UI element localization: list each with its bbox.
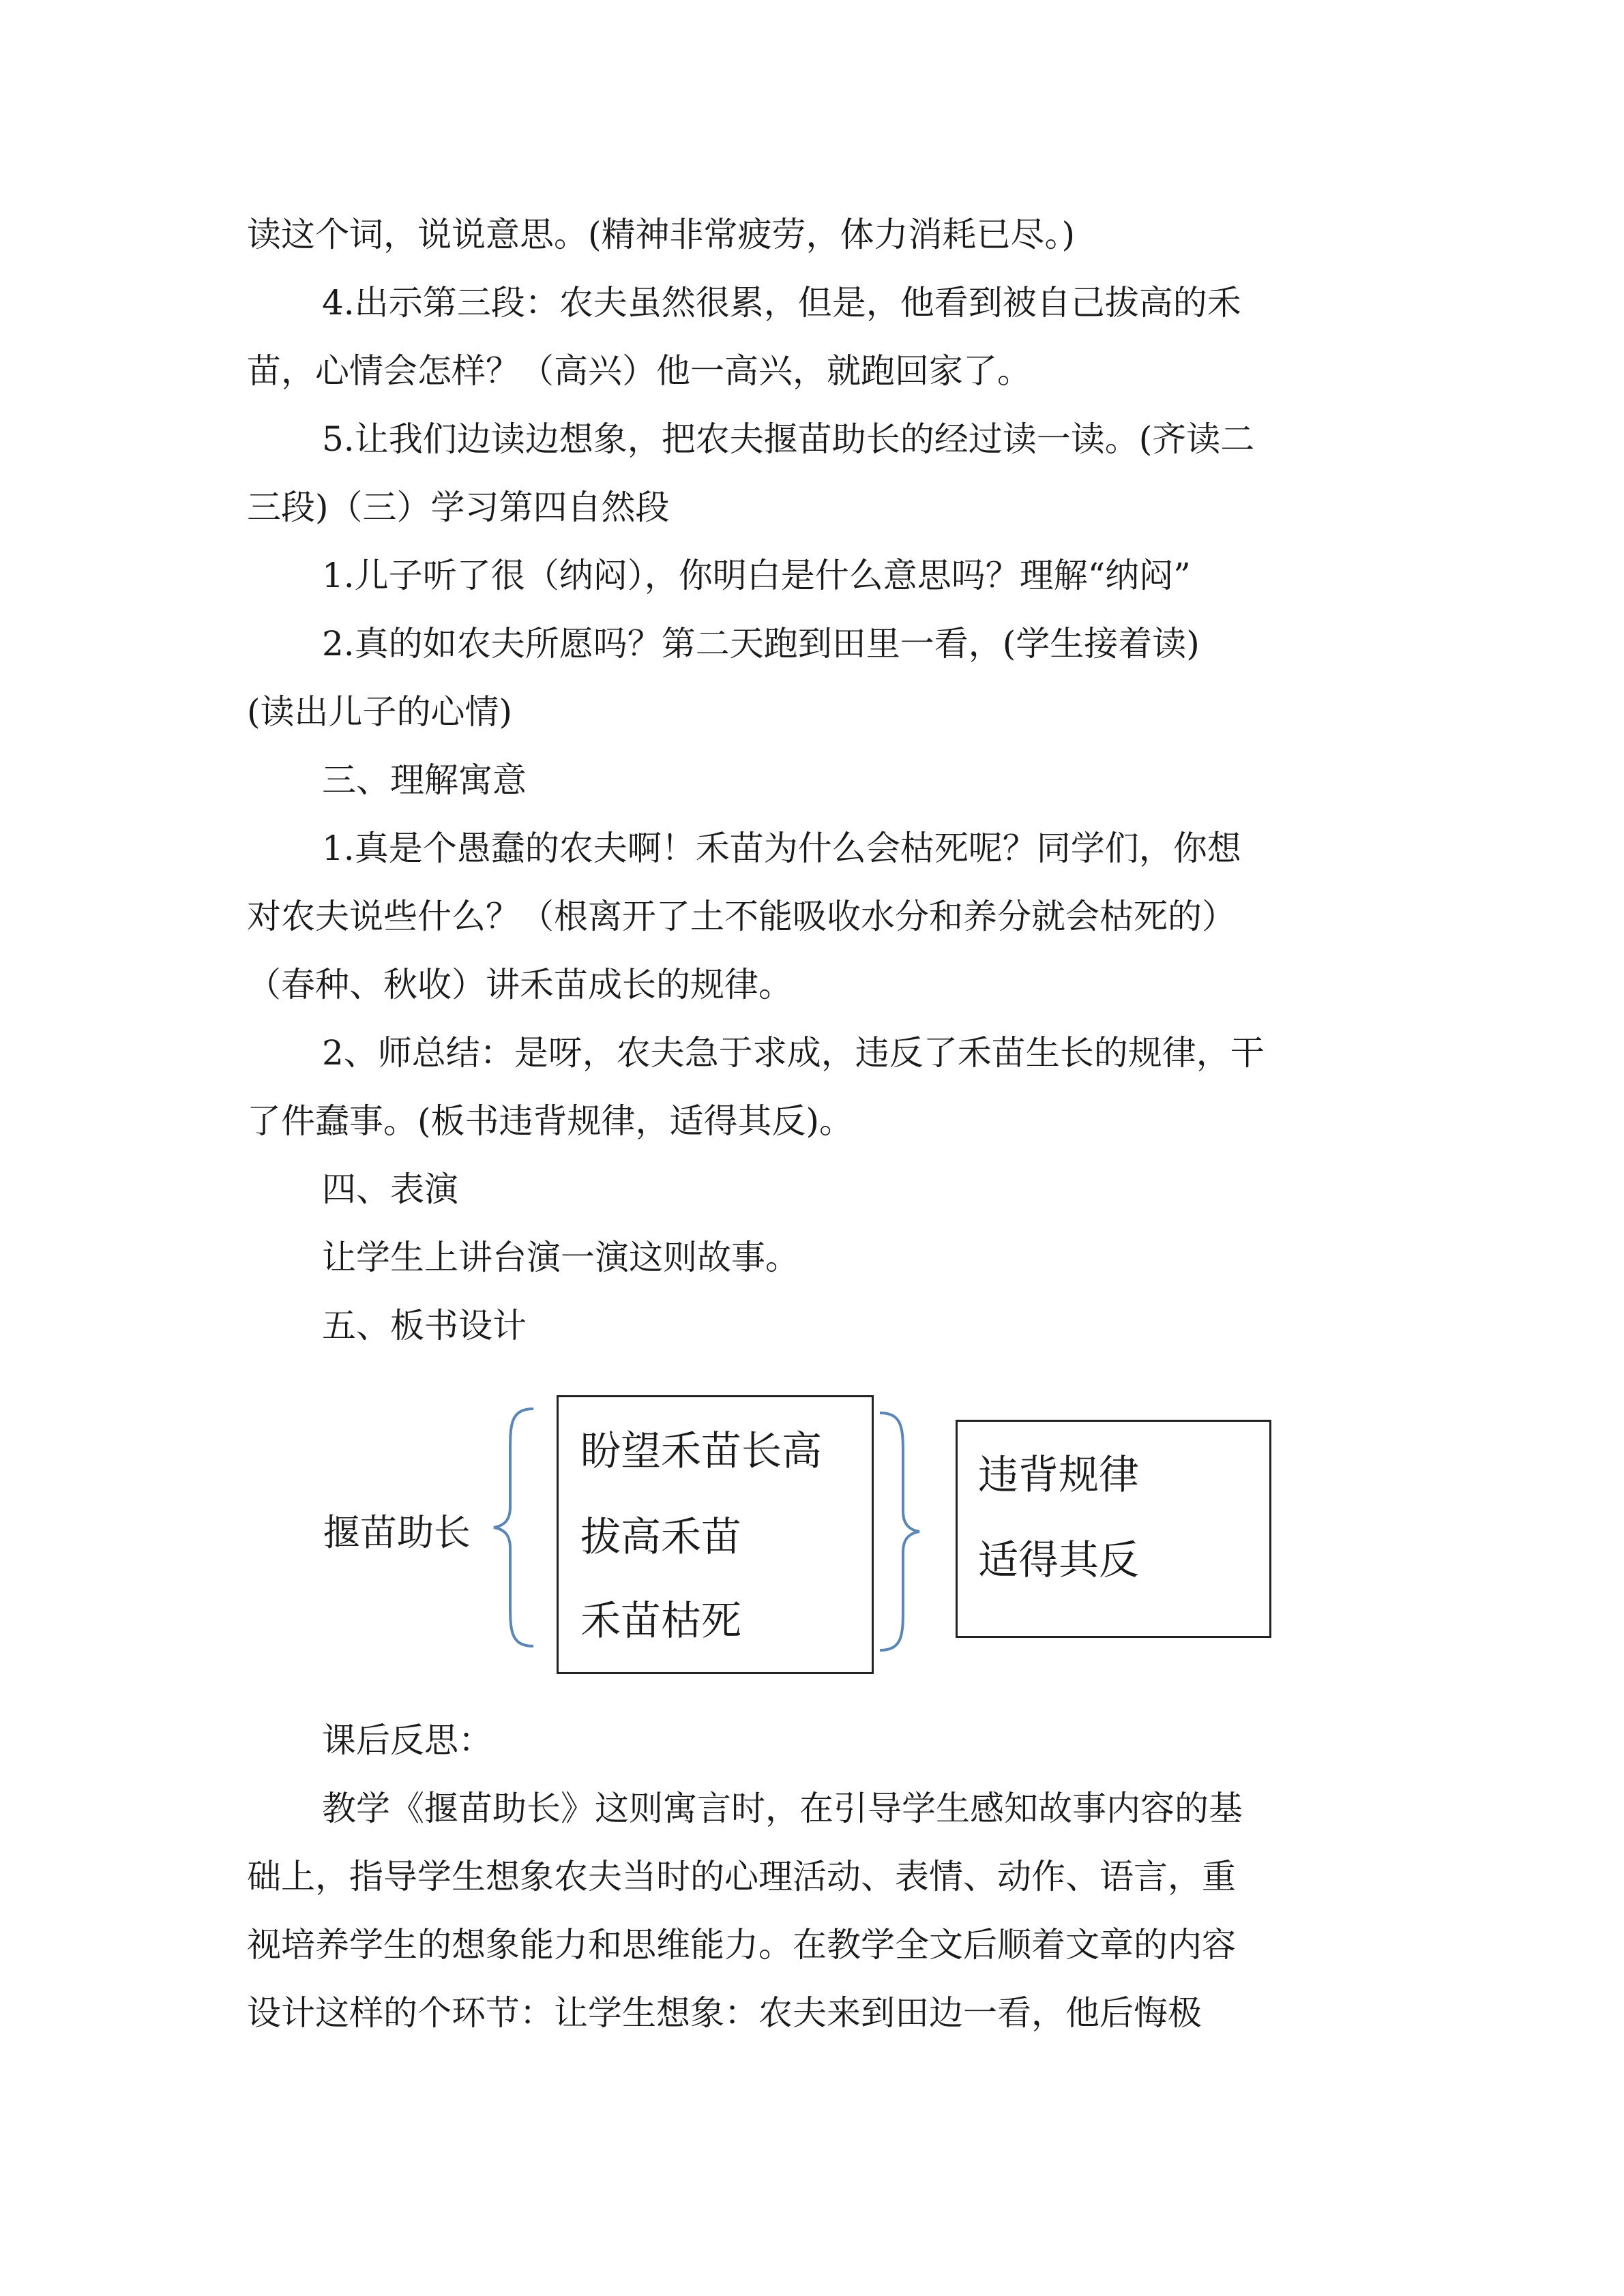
reflection-heading: 课后反思： [322,1720,492,1760]
paragraph-line: 1.儿子听了很（纳闷），你明白是什么意思吗？理解“纳闷” [322,556,1191,595]
board-right-box [956,1420,1271,1638]
paragraph-line: (读出儿子的心情) [247,692,513,732]
paragraph-line: 了件蠢事。(板书违背规律，适得其反)。 [247,1101,854,1141]
reflection-line: 视培养学生的想象能力和思维能力。在教学全文后顺着文章的内容 [247,1925,1236,1965]
left-brace-icon [491,1405,546,1650]
paragraph-line: （春种、秋收）讲禾苗成长的规律。 [247,965,793,1004]
paragraph-line: 对农夫说些什么？（根离开了土不能吸收水分和养分就会枯死的） [247,897,1236,936]
paragraph-line: 2.真的如农夫所愿吗？第二天跑到田里一看，(学生接着读) [322,624,1200,664]
board-right-item: 适得其反 [978,1536,1140,1583]
reflection-line: 教学《揠苗助长》这则寓言时，在引导学生感知故事内容的基 [322,1789,1243,1828]
board-title: 揠苗助长 [323,1511,471,1554]
reflection-line: 础上，指导学生想象农夫当时的心理活动、表情、动作、语言，重 [247,1857,1236,1896]
section-heading: 四、表演 [322,1169,458,1209]
section-heading: 五、板书设计 [322,1306,527,1345]
board-left-box [557,1395,874,1674]
paragraph-line: 5.让我们边读边想象，把农夫揠苗助长的经过读一读。(齐读二 [322,419,1255,459]
right-brace-icon [876,1409,930,1654]
paragraph-line: 苗，心情会怎样？（高兴）他一高兴，就跑回家了。 [247,351,1031,391]
paragraph-line: 2、师总结：是呀，农夫急于求成，违反了禾苗生长的规律，干 [322,1033,1265,1073]
board-left-item: 禾苗枯死 [580,1597,742,1644]
reflection-line: 设计这样的个环节：让学生想象：农夫来到田边一看，他后悔极 [247,1993,1202,2033]
paragraph-line: 1.真是个愚蠢的农夫啊！禾苗为什么会枯死呢？同学们，你想 [322,829,1241,868]
section-heading: 三、理解寓意 [322,760,527,800]
paragraph-line: 读这个词，说说意思。(精神非常疲劳，体力消耗已尽。) [247,215,1076,254]
board-right-item: 违背规律 [978,1451,1140,1498]
board-left-item: 拔高禾苗 [580,1513,742,1560]
board-left-item: 盼望禾苗长高 [580,1427,823,1474]
paragraph-line: 4.出示第三段：农夫虽然很累，但是，他看到被自己拔高的禾 [322,283,1241,323]
paragraph-line: 让学生上讲台演一演这则故事。 [322,1238,799,1277]
paragraph-line: 三段)（三）学习第四自然段 [247,488,670,527]
